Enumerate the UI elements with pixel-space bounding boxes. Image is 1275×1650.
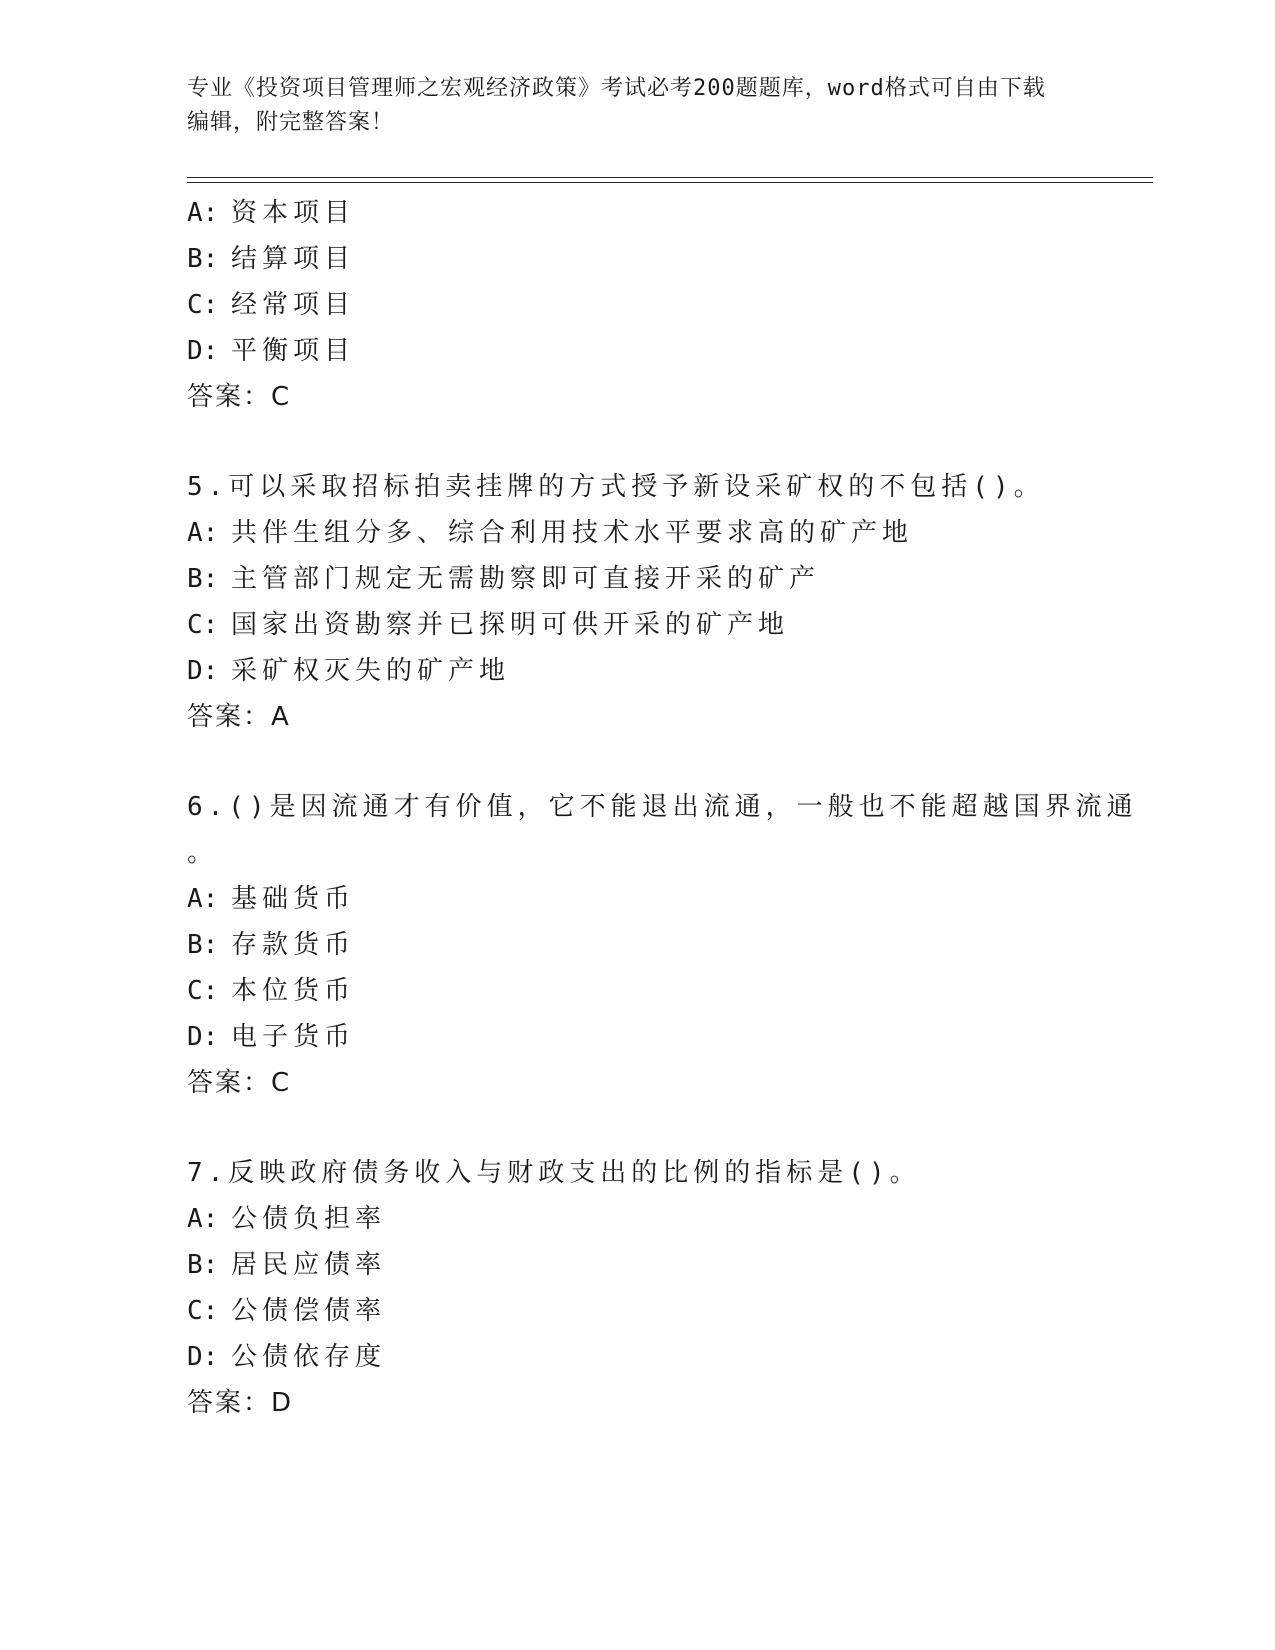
- answer-line: 答案：A: [187, 702, 291, 732]
- option-text: 主管部门规定无需勘察即可直接开采的矿产: [231, 564, 821, 594]
- option-text: 公债依存度: [231, 1342, 387, 1372]
- option-text: 平衡项目: [231, 336, 356, 366]
- option-letter: B:: [187, 244, 219, 274]
- option-b: [187, 556, 1087, 602]
- option-d: [187, 1334, 1087, 1380]
- header-divider-top: [187, 177, 1153, 178]
- question-stem: 7.反映政府债务收入与财政支出的比例的指标是()。: [187, 1158, 921, 1188]
- option-text: 公债偿债率: [231, 1296, 387, 1326]
- spacer: [187, 740, 1087, 784]
- option-text: 本位货币: [231, 976, 356, 1006]
- option-c: [187, 602, 1087, 648]
- document-intro: 专业《投资项目管理师之宏观经济政策》考试必考200题题库，word格式可自由下载编辑，附完整答案！: [187, 76, 1046, 135]
- answer-line: 答案：C: [187, 382, 292, 412]
- question-stem-continuation: 。: [187, 838, 219, 868]
- option-letter: A:: [187, 518, 219, 548]
- option-b: [187, 1242, 1087, 1288]
- option-a: [187, 510, 1087, 556]
- option-text: 结算项目: [231, 244, 356, 274]
- option-letter: C:: [187, 1296, 219, 1326]
- option-text: 公债负担率: [231, 1204, 387, 1234]
- header-divider-bottom: [187, 182, 1153, 183]
- option-text: 居民应债率: [231, 1250, 387, 1280]
- option-text: 资本项目: [231, 198, 356, 228]
- question-6: [187, 784, 1138, 1106]
- option-c: [187, 282, 1087, 328]
- option-letter: D:: [187, 336, 219, 366]
- option-letter: A:: [187, 1204, 219, 1234]
- option-letter: D:: [187, 656, 219, 686]
- option-letter: D:: [187, 1342, 219, 1372]
- option-letter: B:: [187, 1250, 219, 1280]
- question-stem: 6.()是因流通才有价值，它不能退出流通，一般也不能超越国界流通: [187, 792, 1138, 822]
- option-letter: C:: [187, 290, 219, 320]
- option-d: [187, 1014, 1087, 1060]
- option-a: [187, 876, 1087, 922]
- question-4: [187, 190, 1087, 420]
- question-stem: 5.可以采取招标拍卖挂牌的方式授予新设采矿权的不包括()。: [187, 472, 1045, 502]
- option-c: [187, 1288, 1087, 1334]
- option-letter: D:: [187, 1022, 219, 1052]
- option-text: 存款货币: [231, 930, 356, 960]
- option-d: [187, 648, 1087, 694]
- question-list: [187, 190, 1138, 1426]
- option-a: [187, 190, 1087, 236]
- option-c: [187, 968, 1087, 1014]
- option-letter: C:: [187, 610, 219, 640]
- option-b: [187, 236, 1087, 282]
- option-letter: A:: [187, 884, 219, 914]
- option-letter: B:: [187, 930, 219, 960]
- option-b: [187, 922, 1087, 968]
- option-text: 电子货币: [231, 1022, 356, 1052]
- answer-line: 答案：C: [187, 1068, 292, 1098]
- option-a: [187, 1196, 1087, 1242]
- spacer: [187, 1106, 1087, 1150]
- option-text: 经常项目: [231, 290, 356, 320]
- option-text: 基础货币: [231, 884, 356, 914]
- question-7: [187, 1150, 1087, 1426]
- option-letter: A:: [187, 198, 219, 228]
- option-text: 采矿权灭失的矿产地: [231, 656, 511, 686]
- option-text: 共伴生组分多、综合利用技术水平要求高的矿产地: [231, 518, 914, 548]
- option-text: 国家出资勘察并已探明可供开采的矿产地: [231, 610, 790, 640]
- option-d: [187, 328, 1087, 374]
- option-letter: C:: [187, 976, 219, 1006]
- spacer: [187, 420, 1087, 464]
- answer-line: 答案：D: [187, 1388, 294, 1418]
- question-5: [187, 464, 1087, 740]
- option-letter: B:: [187, 564, 219, 594]
